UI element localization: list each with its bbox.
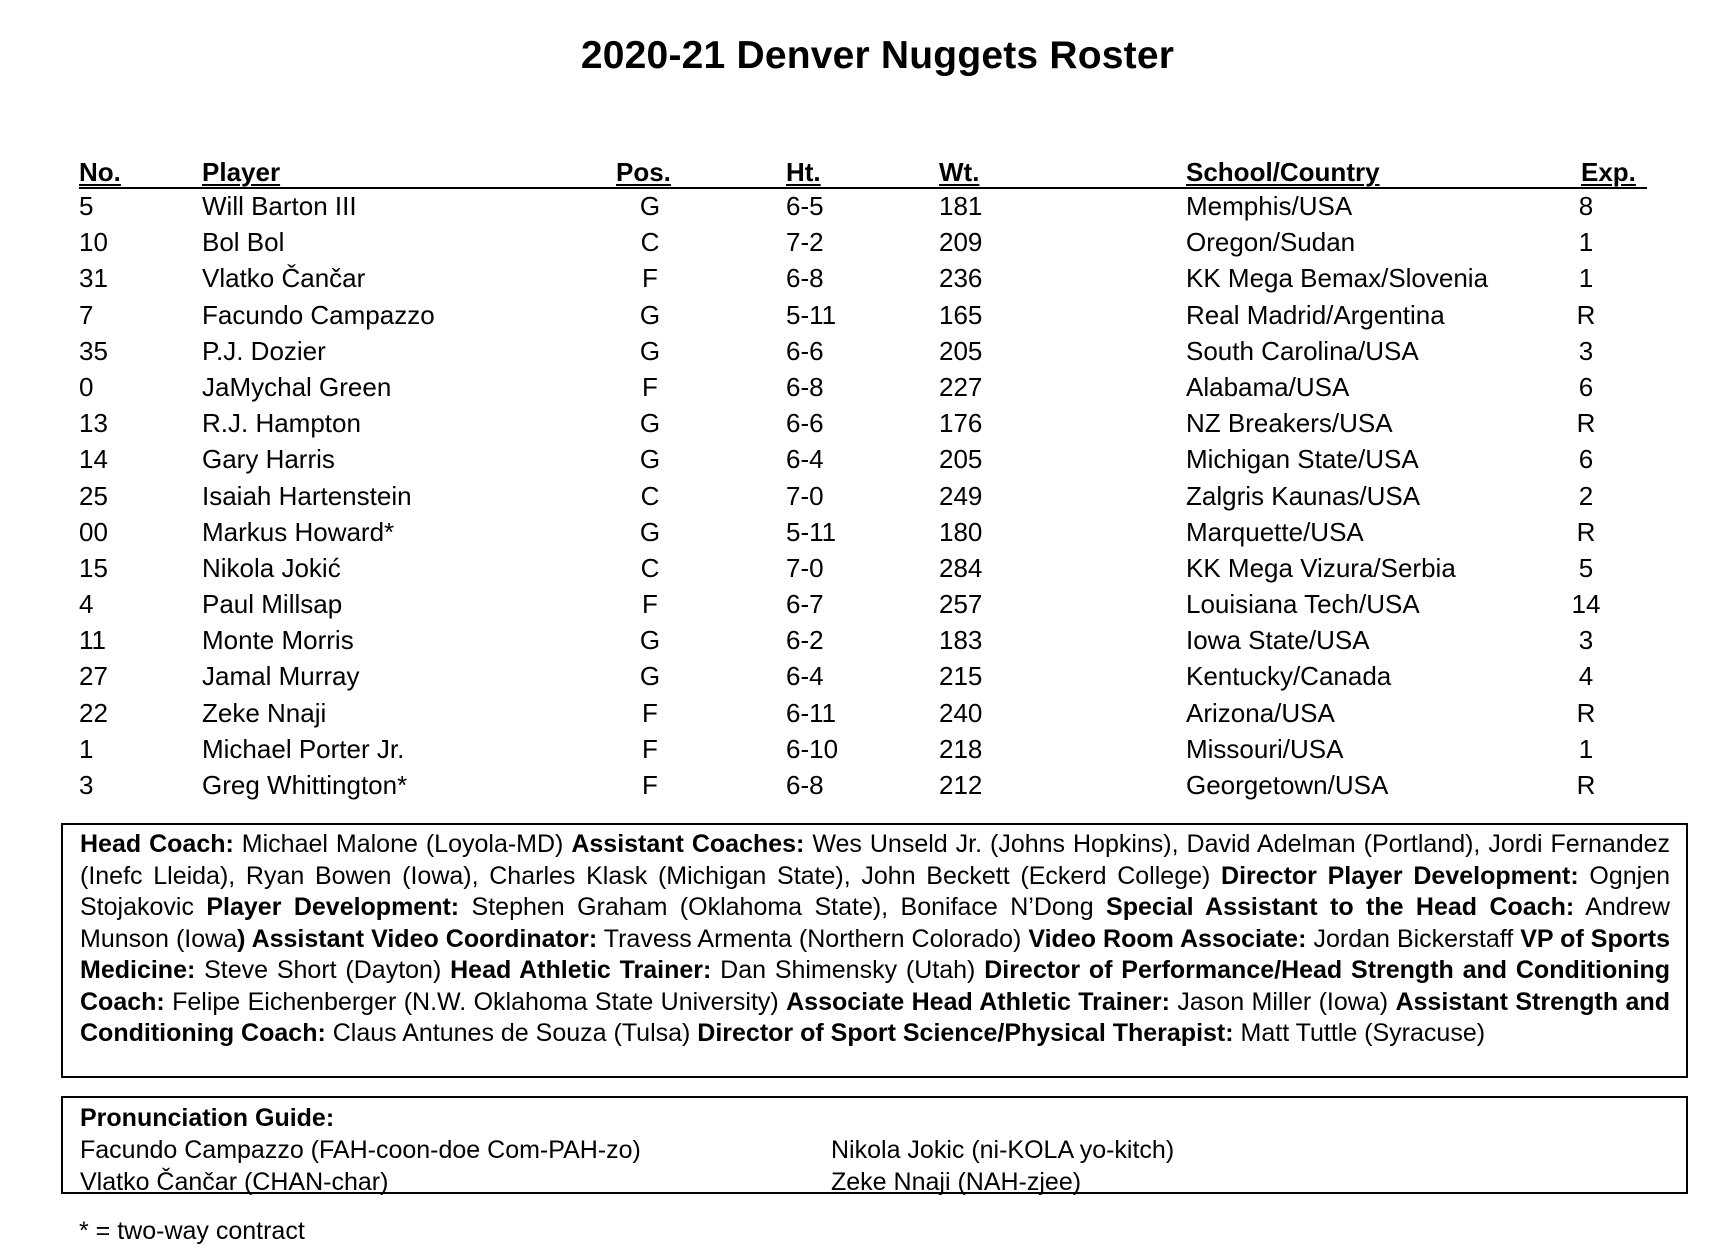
staff-role: Assistant Strength and Conditioning Coach:	[80, 987, 1670, 1047]
cell-wt: 218	[939, 733, 983, 764]
cell-exp: R	[1576, 697, 1596, 728]
cell-exp: 1	[1578, 733, 1594, 764]
cell-wt: 205	[939, 335, 983, 366]
header-pos: Pos.	[616, 157, 671, 187]
cell-pos: F	[642, 371, 658, 402]
cell-player: Monte Morris	[202, 625, 354, 656]
table-row	[79, 517, 1647, 553]
cell-wt: 284	[939, 552, 983, 583]
cell-no: 25	[79, 480, 108, 511]
cell-exp: 4	[1578, 661, 1594, 692]
staff-names: Matt Tuttle (Syracuse)	[1233, 1019, 1486, 1047]
table-row	[79, 698, 1647, 734]
cell-exp: 6	[1578, 371, 1594, 402]
cell-player: Markus Howard*	[202, 516, 395, 547]
cell-exp: R	[1576, 770, 1596, 800]
cell-exp: 1	[1578, 227, 1594, 258]
cell-no: 3	[79, 770, 94, 800]
cell-ht: 6-11	[786, 697, 837, 728]
page-title: 2020-21 Denver Nuggets Roster	[580, 34, 1175, 77]
staff-names: Jordan Bickerstaff	[1306, 924, 1521, 953]
staff-role: Head Athletic Trainer:	[450, 956, 712, 984]
header-school: School/Country	[1186, 157, 1380, 187]
table-row	[79, 263, 1647, 299]
cell-pos: G	[639, 661, 661, 692]
cell-wt: 249	[939, 480, 983, 511]
table-row	[79, 625, 1647, 661]
cell-player: Michael Porter Jr.	[202, 733, 405, 764]
staff-role: VP of Sports Medicine:	[80, 924, 1670, 984]
cell-player: P.J. Dozier	[202, 335, 326, 366]
cell-ht: 6-4	[786, 661, 824, 692]
staff-names: Felipe Eichenberger (N.W. Oklahoma State University)	[164, 987, 787, 1016]
cell-player: JaMychal Green	[202, 371, 392, 402]
cell-pos: C	[640, 552, 660, 583]
cell-ht: 7-0	[786, 480, 824, 511]
staff-role: Head Coach:	[80, 830, 234, 858]
cell-no: 0	[79, 371, 94, 402]
cell-wt: 257	[939, 589, 983, 620]
cell-player: Jamal Murray	[202, 661, 360, 692]
header-wt: Wt.	[939, 157, 980, 187]
cell-pos: C	[640, 480, 660, 511]
cell-pos: G	[639, 299, 661, 330]
cell-player: Zeke Nnaji	[202, 697, 327, 728]
cell-school: Michigan State/USA	[1186, 444, 1419, 475]
cell-player: Gary Harris	[202, 444, 335, 475]
staff-names: Travess Armenta (Northern Colorado)	[597, 924, 1029, 953]
coaching-staff-box	[61, 823, 1688, 1078]
cell-school: Kentucky/Canada	[1186, 661, 1392, 692]
table-row	[79, 481, 1647, 517]
cell-no: 22	[79, 697, 108, 728]
cell-school: Marquette/USA	[1186, 516, 1364, 547]
footnote: * = two-way contract	[79, 1217, 305, 1245]
header-ht: Ht.	[786, 157, 821, 187]
staff-names: Claus Antunes de Souza (Tulsa)	[325, 1019, 698, 1047]
cell-exp: 5	[1578, 552, 1594, 583]
cell-pos: C	[640, 227, 660, 258]
table-row	[79, 336, 1647, 372]
staff-names: Dan Shimensky (Utah)	[711, 956, 985, 984]
pronunciation-guide-title: Pronunciation Guide:	[80, 1104, 335, 1132]
cell-wt: 180	[939, 516, 983, 547]
staff-role: Associate Head Athletic Trainer:	[786, 987, 1170, 1016]
cell-pos: F	[642, 589, 658, 620]
cell-no: 11	[79, 625, 106, 656]
cell-exp: 8	[1578, 191, 1594, 221]
cell-school: Memphis/USA	[1186, 191, 1353, 221]
cell-ht: 7-2	[786, 227, 824, 258]
cell-ht: 5-11	[786, 516, 837, 547]
coaching-staff-text	[80, 829, 1670, 1050]
cell-ht: 6-5	[786, 191, 824, 221]
cell-no: 15	[79, 552, 108, 583]
cell-ht: 6-8	[786, 263, 824, 294]
cell-pos: G	[639, 625, 661, 656]
cell-school: Alabama/USA	[1186, 371, 1350, 402]
cell-wt: 209	[939, 227, 983, 258]
cell-school: Arizona/USA	[1186, 697, 1335, 728]
cell-school: Oregon/Sudan	[1186, 227, 1356, 258]
cell-player: Isaiah Hartenstein	[202, 480, 412, 511]
cell-school: Zalgris Kaunas/USA	[1186, 480, 1421, 511]
cell-school: KK Mega Bemax/Slovenia	[1186, 263, 1489, 294]
cell-no: 7	[79, 299, 94, 330]
cell-no: 5	[79, 191, 94, 221]
pronunciation-item: Vlatko Čančar (CHAN-char)	[80, 1168, 389, 1196]
cell-ht: 5-11	[786, 299, 837, 330]
cell-no: 1	[79, 733, 94, 764]
cell-school: Georgetown/USA	[1186, 770, 1389, 800]
table-row	[79, 589, 1647, 625]
table-row	[79, 191, 1647, 227]
cell-exp: 3	[1578, 625, 1594, 656]
staff-names: Michael Malone (Loyola-MD)	[233, 830, 572, 858]
cell-school: Louisiana Tech/USA	[1186, 589, 1420, 620]
staff-names: Andrew Munson (Iowa	[80, 893, 1670, 953]
cell-pos: F	[642, 697, 658, 728]
cell-no: 31	[79, 263, 108, 294]
cell-ht: 6-6	[786, 335, 824, 366]
roster-header	[79, 157, 1647, 189]
staff-names: Stephen Graham (Oklahoma State), Boniface N’Dong	[459, 893, 1107, 921]
staff-role: Player Development:	[206, 893, 460, 921]
cell-wt: 240	[939, 697, 983, 728]
cell-wt: 227	[939, 371, 983, 402]
cell-pos: F	[642, 770, 658, 800]
cell-pos: F	[642, 733, 658, 764]
cell-pos: F	[642, 263, 658, 294]
table-row	[79, 408, 1647, 444]
staff-role: Director Player Development:	[1221, 861, 1579, 890]
cell-player: Nikola Jokić	[202, 552, 341, 583]
cell-player: Greg Whittington*	[202, 770, 408, 800]
cell-exp: 14	[1571, 589, 1601, 620]
cell-pos: G	[639, 516, 661, 547]
cell-ht: 6-10	[786, 733, 839, 764]
cell-no: 10	[79, 227, 108, 258]
header-no: No.	[79, 157, 121, 187]
staff-role: Special Assistant to the Head Coach:	[1106, 893, 1575, 921]
cell-ht: 6-7	[786, 589, 824, 620]
cell-pos: G	[639, 408, 661, 439]
table-row	[79, 372, 1647, 408]
cell-school: Real Madrid/Argentina	[1186, 299, 1445, 330]
cell-no: 14	[79, 444, 108, 475]
cell-ht: 7-0	[786, 552, 824, 583]
cell-pos: G	[639, 191, 661, 221]
cell-no: 13	[79, 408, 108, 439]
staff-names: Jason Miller (Iowa)	[1170, 987, 1396, 1016]
table-row	[79, 553, 1647, 589]
cell-exp: 3	[1578, 335, 1594, 366]
cell-exp: R	[1576, 408, 1596, 439]
cell-wt: 236	[939, 263, 983, 294]
cell-school: Iowa State/USA	[1186, 625, 1370, 656]
cell-ht: 6-2	[786, 625, 824, 656]
table-row	[79, 300, 1647, 336]
cell-exp: 6	[1578, 444, 1594, 475]
staff-role: ) Assistant Video Coordinator:	[237, 924, 598, 953]
roster-table	[79, 191, 1647, 806]
table-row	[79, 661, 1647, 697]
pronunciation-item: Facundo Campazzo (FAH-coon-doe Com-PAH-zo)	[80, 1136, 641, 1164]
cell-school: South Carolina/USA	[1186, 335, 1419, 366]
cell-player: R.J. Hampton	[202, 408, 361, 439]
cell-wt: 183	[939, 625, 983, 656]
cell-school: KK Mega Vizura/Serbia	[1186, 552, 1456, 583]
cell-exp: 1	[1578, 263, 1594, 294]
cell-ht: 6-8	[786, 770, 824, 800]
staff-role: Assistant Coaches:	[571, 830, 805, 858]
staff-role: Director of Performance/Head Strength and Conditioning Coach:	[80, 956, 1670, 1016]
cell-player: Vlatko Čančar	[202, 263, 366, 294]
cell-wt: 181	[939, 191, 983, 221]
cell-pos: G	[639, 335, 661, 366]
cell-pos: G	[639, 444, 661, 475]
cell-wt: 212	[939, 770, 983, 800]
staff-role: Video Room Associate:	[1028, 924, 1307, 953]
table-row	[79, 444, 1647, 480]
cell-player: Paul Millsap	[202, 589, 343, 620]
cell-ht: 6-8	[786, 371, 824, 402]
cell-exp: R	[1576, 516, 1596, 547]
cell-no: 27	[79, 661, 108, 692]
cell-school: NZ Breakers/USA	[1186, 408, 1393, 439]
table-row	[79, 734, 1647, 770]
cell-exp: 2	[1578, 480, 1594, 511]
table-row	[79, 227, 1647, 263]
pronunciation-item: Zeke Nnaji (NAH-zjee)	[831, 1168, 1082, 1196]
table-row	[79, 770, 1647, 806]
cell-school: Missouri/USA	[1186, 733, 1344, 764]
staff-role: Director of Sport Science/Physical Therapist:	[697, 1019, 1234, 1047]
cell-ht: 6-6	[786, 408, 824, 439]
cell-wt: 165	[939, 299, 983, 330]
staff-names: Steve Short (Dayton)	[195, 956, 451, 984]
header-exp: Exp.	[1581, 157, 1636, 187]
pronunciation-item: Nikola Jokic (ni-KOLA yo-kitch)	[831, 1136, 1175, 1164]
cell-no: 00	[79, 516, 108, 547]
cell-wt: 176	[939, 408, 983, 439]
cell-exp: R	[1576, 299, 1596, 330]
cell-no: 35	[79, 335, 108, 366]
header-player: Player	[202, 157, 281, 187]
staff-names: Wes Unseld Jr. (Johns Hopkins), David Adelman (Portland), Jordi Fernandez (Inefc Lleida), Ryan Bowen (Iowa), Charles Klask (Michigan State), John Beckett (Eckerd College)	[80, 830, 1671, 890]
cell-no: 4	[79, 589, 94, 620]
cell-ht: 6-4	[786, 444, 824, 475]
pronunciation-guide-box	[61, 1096, 1688, 1194]
cell-wt: 205	[939, 444, 983, 475]
cell-player: Bol Bol	[202, 227, 285, 258]
cell-player: Facundo Campazzo	[202, 299, 435, 330]
cell-player: Will Barton III	[202, 191, 357, 221]
cell-wt: 215	[939, 661, 983, 692]
staff-names: Ognjen Stojakovic	[80, 861, 1671, 921]
